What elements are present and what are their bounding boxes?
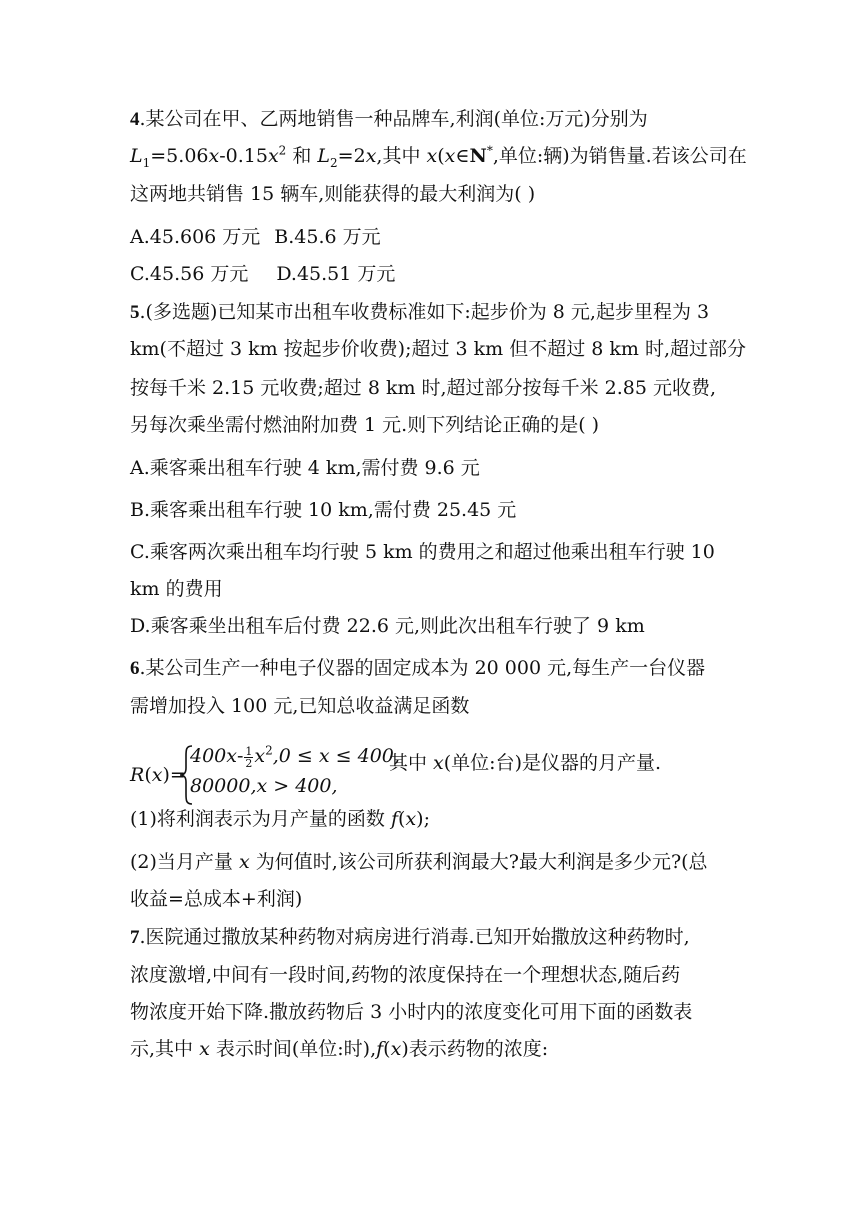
q4-number: 4 — [130, 109, 140, 130]
q5-number: 5 — [130, 302, 140, 323]
one-half-fraction: $\frac{1}{2}$ — [245, 744, 253, 770]
q6-case-2: 80000,x > 400, — [190, 775, 338, 797]
q7-line-3: 物浓度开始下降.撒放药物后 3 小时内的浓度变化可用下面的函数表 — [130, 1001, 693, 1023]
q6-number: 6 — [130, 658, 140, 679]
q6-part-2-line-2: 收益=总成本+利润) — [130, 888, 303, 910]
q5-line-2: km(不超过 3 km 按起步价收费);超过 3 km 但不超过 8 km 时,超过部分 — [130, 338, 747, 360]
q6-case-1: 400x- $\frac{1}{2}$ $x^2,0 \le x \le 400$, — [190, 743, 400, 770]
q6-line-1: 6.某公司生产一种电子仪器的固定成本为 20 000 元,每生产一台仪器 — [130, 657, 706, 679]
q5-line-3: 按每千米 2.15 元收费;超过 8 km 时,超过部分按每千米 2.85 元收费, — [130, 377, 716, 399]
q7-line-2: 浓度激增,中间有一段时间,药物的浓度保持在一个理想状态,随后药 — [130, 964, 681, 986]
q4-option-a: A.45.606 万元 — [130, 226, 261, 248]
q5-option-a: A.乘客乘出租车行驶 4 km,需付费 9.6 元 — [130, 457, 480, 479]
q4-option-b: B.45.6 万元 — [274, 226, 381, 248]
q6-line-2: 需增加投入 100 元,已知总收益满足函数 — [130, 695, 470, 717]
q5-line-4: 另每次乘坐需付燃油附加费 1 元.则下列结论正确的是( ) — [130, 414, 600, 436]
q5-line-1: 5.(多选题)已知某市出租车收费标准如下:起步价为 8 元,起步里程为 3 — [130, 301, 710, 323]
q6-function-tail: 其中 x(单位:台)是仪器的月产量. — [389, 752, 662, 774]
q4-line-1: 4.某公司在甲、乙两地销售一种品牌车,利润(单位:万元)分别为 — [130, 108, 648, 130]
q4-options-ab — [130, 223, 381, 251]
q6-part-2-line-1: (2)当月产量 x 为何值时,该公司所获利润最大?最大利润是多少元?(总 — [130, 851, 708, 873]
q5-option-b: B.乘客乘出租车行驶 10 km,需付费 25.45 元 — [130, 499, 517, 521]
q5-option-d: D.乘客乘坐出租车后付费 22.6 元,则此次出租车行驶了 9 km — [130, 615, 645, 637]
q7-line-4: 示,其中 x 表示时间(单位:时),f(x)表示药物的浓度: — [130, 1038, 549, 1060]
q7-line-1: 7.医院通过撒放某种药物对病房进行消毒.已知开始撒放这种药物时, — [130, 926, 690, 948]
q4-line-2: $L_1=5.06x-0.15x^2$ 和 $L_2=2x$,其中 x(x∈N*,单位:辆)为销售量.若该公司在 — [130, 143, 747, 170]
q4-option-c: C.45.56 万元 — [130, 263, 249, 285]
q7-number: 7 — [130, 927, 140, 948]
q6-part-1: (1)将利润表示为月产量的函数 f(x); — [130, 808, 430, 830]
q4-line-3: 这两地共销售 15 辆车,则能获得的最大利润为( ) — [130, 183, 536, 205]
q6-function-name: R(x)= — [130, 764, 186, 786]
q5-option-c-1: C.乘客两次乘出租车均行驶 5 km 的费用之和超过他乘出租车行驶 10 — [130, 541, 715, 563]
q5-option-c-2: km 的费用 — [130, 578, 223, 600]
q4-option-d: D.45.51 万元 — [276, 263, 396, 285]
q4-options-cd — [130, 260, 395, 288]
